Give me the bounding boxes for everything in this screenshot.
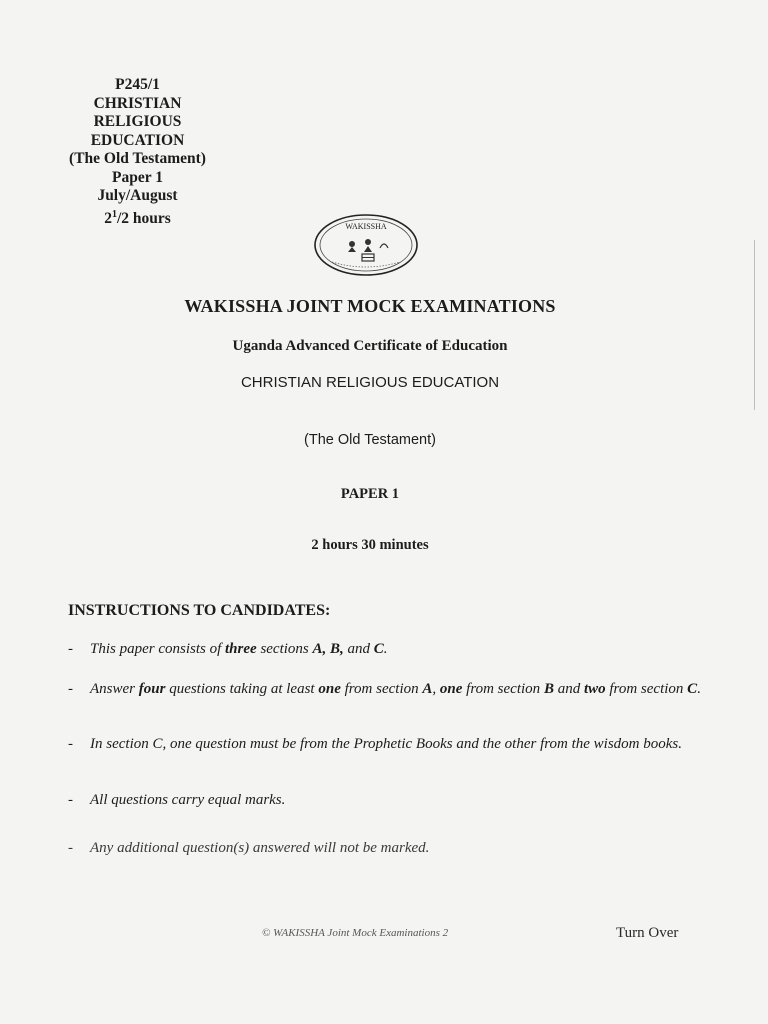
header-paper: Paper 1 (112, 168, 163, 186)
exam-duration: 2 hours 30 minutes (311, 537, 429, 553)
wakissha-logo (312, 212, 420, 278)
instruction-item: - Answer four questions taking at least one from section A, one from section B and two from section C. (68, 681, 701, 697)
header-session: July/August (97, 187, 178, 204)
paper-code: P245/1 (115, 76, 160, 93)
instruction-item: - In section C, one question must be from the Prophetic Books and the other from the wisdom books. (68, 736, 683, 752)
subject-title: CHRISTIAN RELIGIOUS EDUCATION (240, 374, 500, 391)
paper-number: PAPER 1 (340, 486, 400, 502)
instructions-heading: INSTRUCTIONS TO CANDIDATES: (68, 602, 331, 619)
subject-line-3: EDUCATION (90, 131, 185, 149)
paper-header-block (50, 76, 225, 228)
turn-over-label: Turn Over (616, 925, 679, 941)
scan-edge-line (754, 240, 755, 410)
header-duration: $2^1/2$ hours (104, 208, 171, 227)
instruction-item: - All questions carry equal marks. (68, 792, 286, 808)
exam-title: WAKISSHA JOINT MOCK EXAMINATIONS (184, 296, 556, 316)
certificate-title: Uganda Advanced Certificate of Education (232, 338, 508, 354)
instruction-item: - This paper consists of three sections A, B, and C. (68, 641, 388, 657)
subject-line-1: CHRISTIAN (93, 94, 182, 112)
header-testament: (The Old Testament) (69, 150, 206, 167)
instruction-item: - Any additional question(s) answered will not be marked. (68, 840, 430, 856)
copyright-footer: © WAKISSHA Joint Mock Examinations 2 (262, 927, 449, 939)
subject-line-2: RELIGIOUS (93, 113, 182, 130)
logo-lettering: WAKISSHA (345, 222, 387, 231)
testament-title: (The Old Testament) (304, 432, 436, 448)
